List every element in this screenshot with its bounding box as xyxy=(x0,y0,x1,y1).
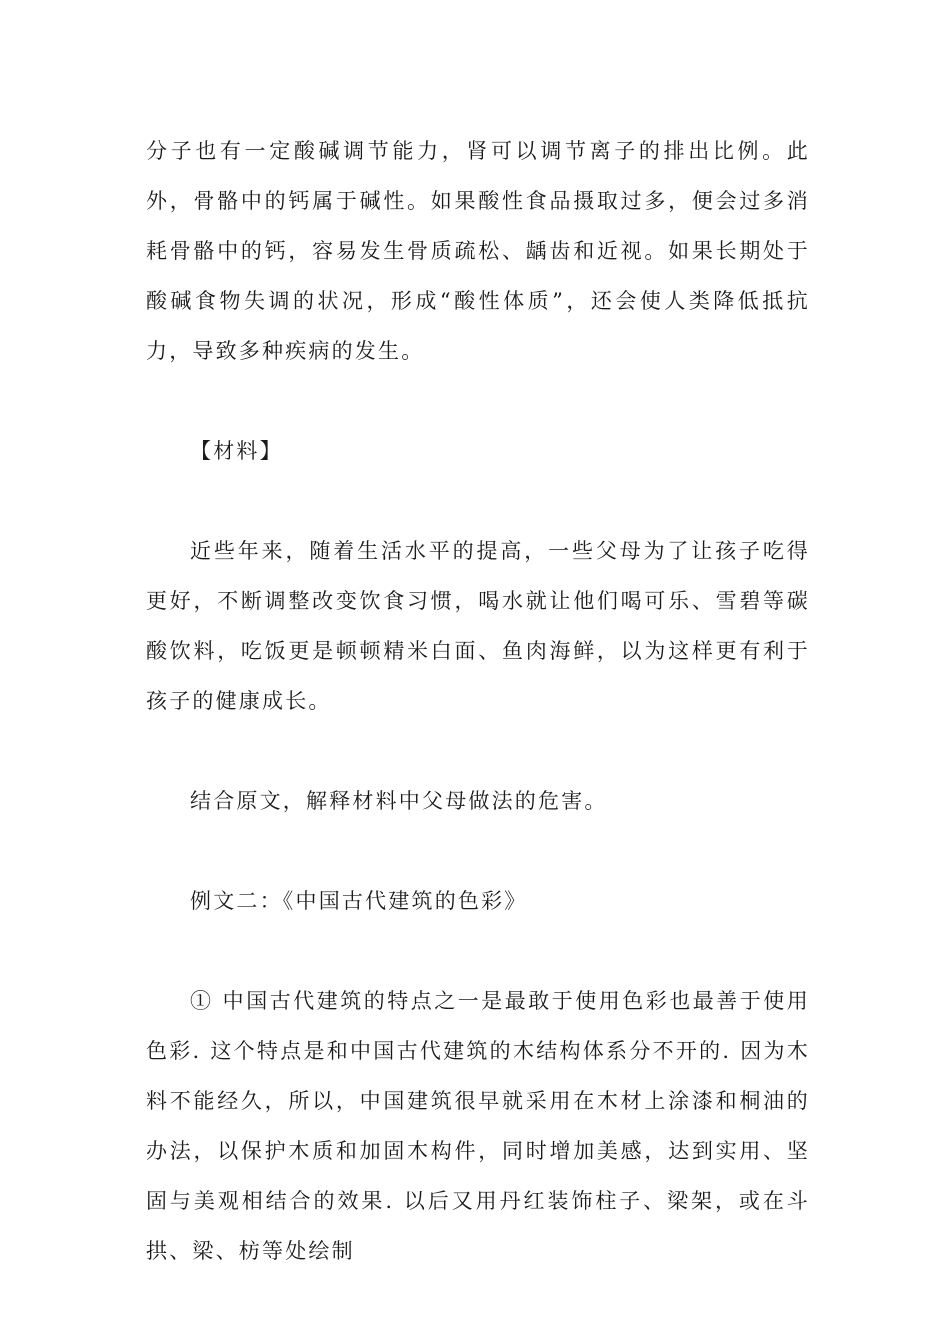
material-heading: 【材料】 xyxy=(190,439,283,463)
body-paragraph-continuation: 分子也有一定酸碱调节能力，肾可以调节离子的排出比例。此外，骨骼中的钙属于碱性。如果酸性食品摄取过多，便会过多消耗骨骼中的钙，容易发生骨质疏松、龋齿和近视。如果长期处于酸碱食物失调的状况，形成“酸性体质”，还会使人类降低抵抗力，导致多种疾病的发生。 xyxy=(146,139,810,363)
question-text: 结合原文，解释材料中父母做法的危害。 xyxy=(190,789,608,813)
material-paragraph: 近些年来，随着生活水平的提高，一些父母为了让孩子吃得更好，不断调整改变饮食习惯，喝水就让他们喝可乐、雪碧等碳酸饮料，吃饭更是顿顿精米白面、鱼肉海鲜，以为这样更有利于孩子的健康成长。 xyxy=(146,539,810,713)
example-title: 例文二：《中国古代建筑的色彩》 xyxy=(190,889,528,913)
example-paragraph: ① 中国古代建筑的特点之一是最敢于使用色彩也最善于使用色彩. 这个特点是和中国古代建筑的木结构体系分不开的. 因为木料不能经久，所以，中国建筑很早就采用在木材上涂漆和桐油的办法，以保护木质和加固木构件，同时增加美感，达到实用、坚固与美观相结合的效果. 以后又用丹红装饰柱子、梁架，或在斗拱、梁、枋等处绘制 xyxy=(146,989,810,1263)
